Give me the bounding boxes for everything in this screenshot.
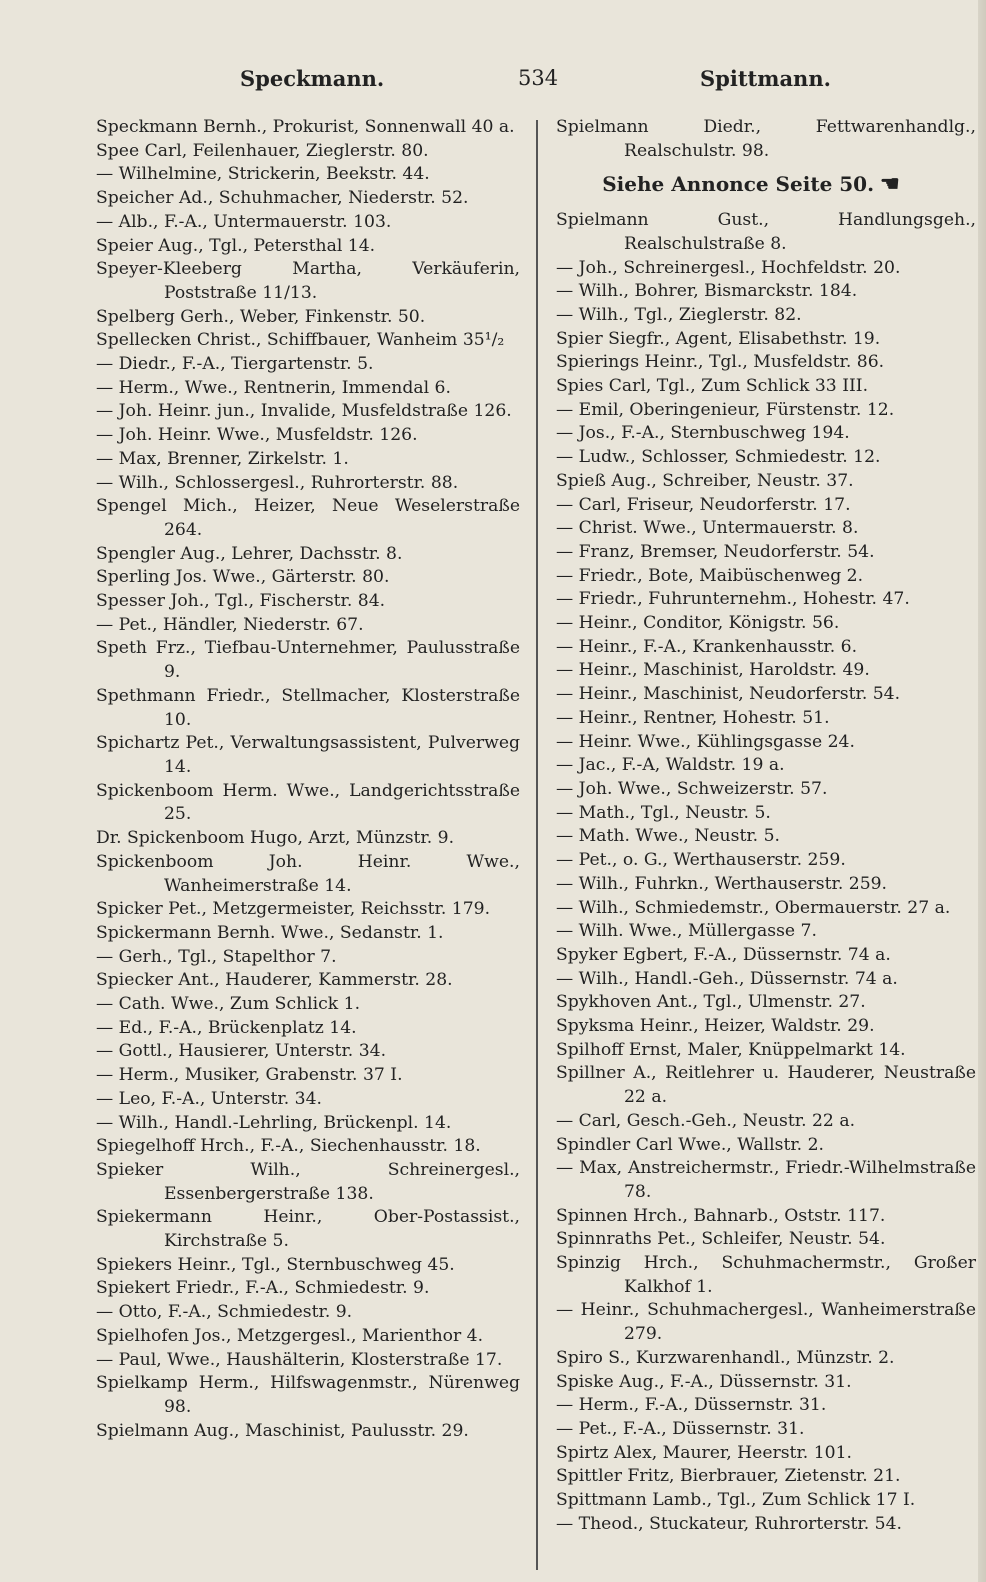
directory-entry: Spyker Egbert, F.-A., Düssernstr. 74 a. [556,944,891,965]
directory-entry: — Heinr., F.-A., Krankenhausstr. 6. [556,636,858,657]
directory-entry: — Pet., o. G., Werthauserstr. 259. [556,850,846,871]
directory-entry: Spielmann Aug., Maschinist, Paulusstr. 29. [96,1420,469,1441]
annonce-text: Siehe Annonce Seite 50. [602,172,875,197]
directory-entry: — Herm., F.-A., Düssernstr. 31. [556,1395,827,1416]
directory-entry: — Diedr., F.-A., Tiergartenstr. 5. [96,354,374,375]
annonce-notice [556,173,976,197]
column-divider [536,120,538,1570]
directory-entry: — Jos., F.-A., Sternbuschweg 194. [556,423,850,444]
directory-entry: Spicker Pet., Metzgermeister, Reichsstr. 179. [96,899,491,920]
directory-entry: — Joh., Schreinergesl., Hochfeldstr. 20. [556,257,901,278]
directory-entry: — Cath. Wwe., Zum Schlick 1. [96,994,361,1015]
directory-entry: — Joh. Heinr. Wwe., Musfeldstr. 126. [96,425,418,446]
directory-entry: — Math. Wwe., Neustr. 5. [556,826,780,847]
directory-entry: Spiro S., Kurzwarenhandl., Münzstr. 2. [556,1347,895,1368]
directory-entry: Speth Frz., Tiefbau-Unternehmer, Paulusstraße 9. [96,638,520,683]
directory-entry: Spierings Heinr., Tgl., Musfeldstr. 86. [556,352,885,373]
directory-entry: Spirtz Alex, Maurer, Heerstr. 101. [556,1442,852,1463]
directory-entry: Spinnraths Pet., Schleifer, Neustr. 54. [556,1229,886,1250]
directory-entry: — Pet., F.-A., Düssernstr. 31. [556,1418,805,1439]
directory-entry: Spesser Joh., Tgl., Fischerstr. 84. [96,591,386,612]
directory-entry: Spee Carl, Feilenhauer, Zieglerstr. 80. [96,140,429,161]
directory-entry: Spindler Carl Wwe., Wallstr. 2. [556,1134,824,1155]
directory-entry: Spethmann Friedr., Stellmacher, Klosterstraße 10. [96,685,520,730]
directory-entry: Spykhoven Ant., Tgl., Ulmenstr. 27. [556,992,866,1013]
directory-entry: — Wilh., Fuhrkn., Werthauserstr. 259. [556,873,888,894]
header-right-catchword: Spittmann. [700,66,831,91]
directory-entry: — Jac., F.-A, Waldstr. 19 a. [556,755,785,776]
directory-entry: Spielmann Diedr., Fettwarenhandlg., Realschulstr. 98. [556,117,976,161]
directory-entry: Spichartz Pet., Verwaltungsassistent, Pulverweg 14. [96,733,520,777]
right-column [556,116,976,1574]
directory-entry: Spiekers Heinr., Tgl., Sternbuschweg 45. [96,1254,455,1275]
directory-entry: Spielmann Gust., Handlungsgeh., Realschulstraße 8. [556,210,976,254]
directory-entry: — Heinr., Schuhmachergesl., Wanheimerstraße 279. [556,1300,976,1345]
directory-entry: — Theod., Stuckateur, Ruhrorterstr. 54. [556,1513,903,1534]
directory-entry: — Max, Brenner, Zirkelstr. 1. [96,448,349,469]
directory-entry: — Emil, Oberingenieur, Fürstenstr. 12. [556,399,895,420]
directory-entry: Speier Aug., Tgl., Petersthal 14. [96,235,376,256]
directory-entry: — Gerh., Tgl., Stapelthor 7. [96,946,337,967]
directory-entry: Spieß Aug., Schreiber, Neustr. 37. [556,470,854,491]
directory-entry: Spinnen Hrch., Bahnarb., Oststr. 117. [556,1205,886,1226]
directory-entry: — Wilhelmine, Strickerin, Beekstr. 44. [96,164,430,185]
directory-entry: — Herm., Wwe., Rentnerin, Immendal 6. [96,377,451,398]
directory-entry: — Pet., Händler, Niederstr. 67. [96,614,364,635]
directory-entry: Spinzig Hrch., Schuhmachermstr., Großer Kalkhof 1. [556,1253,976,1297]
page-header [0,66,986,96]
header-left-catchword: Speckmann. [240,66,385,91]
left-column [96,116,520,1574]
directory-entry: Spelberg Gerh., Weber, Finkenstr. 50. [96,306,426,327]
directory-entry: Spiekermann Heinr., Ober-Postassist., Kirchstraße 5. [96,1207,520,1252]
directory-entry: — Friedr., Fuhrunternehm., Hohestr. 47. [556,589,910,610]
directory-entry: — Otto, F.-A., Schmiedestr. 9. [96,1302,353,1323]
directory-entry: — Wilh., Schmiedemstr., Obermauerstr. 27 a. [556,897,951,918]
directory-entry: Spellecken Christ., Schiffbauer, Wanheim 35¹/₂ [96,330,505,351]
directory-entry: Spengel Mich., Heizer, Neue Weselerstraße 264. [96,496,520,540]
directory-entry: Spielkamp Herm., Hilfswagenmstr., Nürenweg 98. [96,1373,520,1417]
directory-entry: — Alb., F.-A., Untermauerstr. 103. [96,211,392,232]
directory-entry: Spieker Wilh., Schreinergesl., Essenbergerstraße 138. [96,1159,520,1204]
directory-entry: — Ed., F.-A., Brückenplatz 14. [96,1017,357,1038]
directory-entry: Spielhofen Jos., Metzgergesl., Marienthor 4. [96,1325,484,1346]
directory-entry: Speyer-Kleeberg Martha, Verkäuferin, Poststraße 11/13. [96,259,520,303]
directory-entry: — Leo, F.-A., Unterstr. 34. [96,1088,322,1109]
directory-entry: — Heinr., Maschinist, Haroldstr. 49. [556,660,870,681]
directory-entry: — Heinr. Wwe., Kühlingsgasse 24. [556,731,855,752]
directory-entry: — Franz, Bremser, Neudorferstr. 54. [556,541,875,562]
directory-entry: Spiekert Friedr., F.-A., Schmiedestr. 9. [96,1278,430,1299]
page-edge [978,0,986,1582]
directory-entry: Spilhoff Ernst, Maler, Knüppelmarkt 14. [556,1039,906,1060]
pointing-hand-icon: ☚ [880,171,900,198]
directory-entry: — Joh. Wwe., Schweizerstr. 57. [556,778,828,799]
directory-entry: — Wilh., Tgl., Zieglerstr. 82. [556,304,802,325]
directory-entry: — Wilh. Wwe., Müllergasse 7. [556,921,817,942]
directory-entry: — Heinr., Rentner, Hohestr. 51. [556,707,830,728]
directory-entry: Spickermann Bernh. Wwe., Sedanstr. 1. [96,922,444,943]
directory-entry: — Paul, Wwe., Haushälterin, Klosterstraße 17. [96,1349,503,1370]
directory-entry: — Heinr., Maschinist, Neudorferstr. 54. [556,684,901,705]
directory-entry: Spiske Aug., F.-A., Düssernstr. 31. [556,1371,852,1392]
directory-entry: Spittmann Lamb., Tgl., Zum Schlick 17 I. [556,1490,916,1511]
directory-entry: — Math., Tgl., Neustr. 5. [556,802,771,823]
directory-entry: Spengler Aug., Lehrer, Dachsstr. 8. [96,543,403,564]
directory-entry: Spyksma Heinr., Heizer, Waldstr. 29. [556,1016,875,1037]
directory-entry: Sperling Jos. Wwe., Gärterstr. 80. [96,567,390,588]
directory-entry: Speckmann Bernh., Prokurist, Sonnenwall 40 a. [96,117,515,137]
directory-entry: Spiegelhoff Hrch., F.-A., Siechenhausstr. 18. [96,1136,481,1157]
directory-entry: Spillner A., Reitlehrer u. Hauderer, Neustraße 22 a. [556,1063,976,1108]
directory-entry: Spier Siegfr., Agent, Elisabethstr. 19. [556,328,881,349]
directory-entry: — Gottl., Hausierer, Unterstr. 34. [96,1041,387,1062]
directory-entry: Spickenboom Joh. Heinr. Wwe., Wanheimerstraße 14. [96,851,520,896]
directory-entry: — Carl, Gesch.-Geh., Neustr. 22 a. [556,1110,856,1131]
directory-entry: Spiecker Ant., Hauderer, Kammerstr. 28. [96,970,453,991]
directory-entry: — Ludw., Schlosser, Schmiedestr. 12. [556,447,881,468]
directory-entry: — Wilh., Bohrer, Bismarckstr. 184. [556,281,858,302]
directory-entry: — Joh. Heinr. jun., Invalide, Musfeldstraße 126. [96,401,512,422]
directory-entry: — Christ. Wwe., Untermauerstr. 8. [556,518,859,539]
directory-entry: Spittler Fritz, Bierbrauer, Zietenstr. 21. [556,1466,901,1487]
directory-entry: Spickenboom Herm. Wwe., Landgerichtsstraße 25. [96,780,520,825]
directory-entry: — Wilh., Schlossergesl., Ruhrorterstr. 88. [96,472,459,493]
directory-entry: — Wilh., Handl.-Lehrling, Brückenpl. 14. [96,1112,452,1133]
directory-entry: — Carl, Friseur, Neudorferstr. 17. [556,494,851,515]
directory-entry: Spies Carl, Tgl., Zum Schlick 33 III. [556,376,869,397]
directory-entry: — Herm., Musiker, Grabenstr. 37 I. [96,1065,403,1086]
directory-entry: — Max, Anstreichermstr., Friedr.-Wilhelmstraße 78. [556,1158,976,1202]
directory-entry: Dr. Spickenboom Hugo, Arzt, Münzstr. 9. [96,828,455,849]
directory-entry: — Heinr., Conditor, Königstr. 56. [556,613,840,634]
directory-entry: — Wilh., Handl.-Geh., Düssernstr. 74 a. [556,968,898,989]
page-number: 534 [518,66,559,90]
directory-entry: Speicher Ad., Schuhmacher, Niederstr. 52. [96,188,469,209]
directory-entry: — Friedr., Bote, Maibüschenweg 2. [556,565,864,586]
